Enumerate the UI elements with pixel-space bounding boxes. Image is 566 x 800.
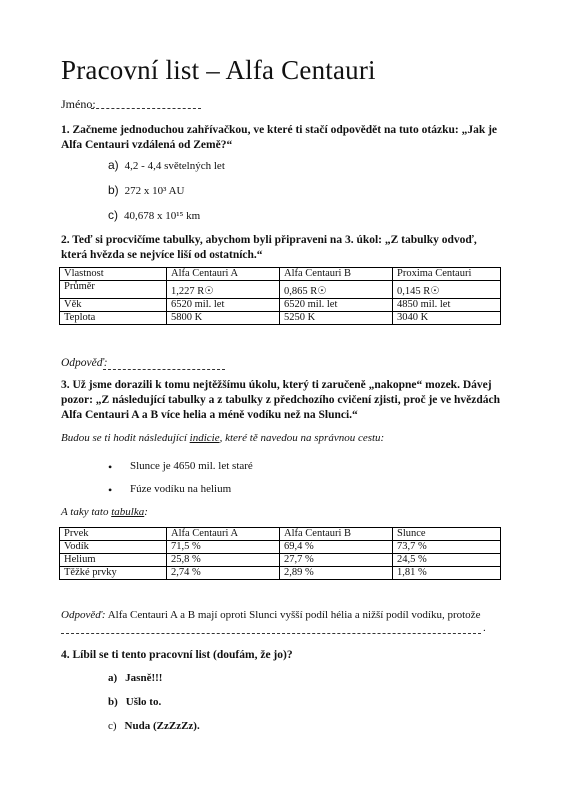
option-letter: c): [108, 208, 118, 222]
table-row: [60, 541, 501, 554]
table-header-cell: Alfa Centauri B: [280, 528, 393, 541]
table-cell: Vodík: [60, 541, 167, 554]
table-header-cell: Proxima Centauri: [393, 268, 501, 281]
table-cell: 1,227 R☉: [167, 281, 280, 299]
table-cell: 24,5 %: [393, 554, 501, 567]
table-cell: 1,81 %: [393, 567, 501, 580]
table-cell: 69,4 %: [280, 541, 393, 554]
table-row: [60, 281, 501, 299]
table-header-row: [60, 528, 501, 541]
option-text: 40,678 x 10¹⁵ km: [124, 210, 201, 222]
table-header-cell: Alfa Centauri B: [280, 268, 393, 281]
option-letter: b): [108, 183, 119, 197]
table-header-cell: Prvek: [60, 528, 167, 541]
option-text: 272 x 10³ AU: [124, 185, 185, 197]
table-cell: 5250 K: [280, 312, 393, 325]
stars-table: [59, 267, 501, 325]
q1-option-b: [108, 183, 185, 197]
hint-text: Budou se ti hodit následující: [61, 432, 190, 444]
table-row: [60, 312, 501, 325]
table-row: [60, 554, 501, 567]
q3-hint: [61, 432, 384, 444]
table-cell: 4850 mil. let: [393, 299, 501, 312]
table-cell: 3040 K: [393, 312, 501, 325]
q3-table-intro: [61, 506, 148, 518]
elements-table: [59, 527, 501, 580]
option-text: 4,2 - 4,4 světelných let: [124, 160, 225, 172]
option-text: Ušlo to.: [125, 696, 162, 708]
name-field[interactable]: [91, 108, 201, 109]
table-cell: 27,7 %: [280, 554, 393, 567]
table-header-row: [60, 268, 501, 281]
option-letter: a): [108, 672, 118, 684]
intro-link: tabulka: [111, 506, 145, 518]
table-cell: Teplota: [60, 312, 167, 325]
table-cell: 6520 mil. let: [280, 299, 393, 312]
option-letter: b): [108, 696, 118, 708]
name-label: Jméno:: [61, 97, 96, 111]
table-cell: 6520 mil. let: [167, 299, 280, 312]
table-cell: 0,865 R☉: [280, 281, 393, 299]
q4-option-c: [108, 720, 200, 732]
q3-answer-field[interactable]: [61, 633, 481, 634]
table-cell: 2,89 %: [280, 567, 393, 580]
table-cell: 71,5 %: [167, 541, 280, 554]
question-4: 4. Líbil se ti tento pracovní list (doufám, že jo)?: [61, 649, 293, 661]
q2-answer-field[interactable]: [103, 369, 225, 370]
hint-text: , které tě navedou na správnou cestu:: [219, 432, 385, 444]
table-cell: Průměr: [60, 281, 167, 299]
table-header-cell: Alfa Centauri A: [167, 268, 280, 281]
bullet-item: • Slunce je 4650 mil. let staré: [130, 460, 253, 472]
q3-answer-end: .: [483, 622, 486, 634]
q1-option-a: [108, 158, 225, 172]
table-header-cell: Alfa Centauri A: [167, 528, 280, 541]
option-text: Nuda (ZzZzZz).: [124, 720, 200, 732]
q3-answer: [61, 609, 480, 621]
hint-link: indicie: [189, 432, 220, 444]
table-cell: 2,74 %: [167, 567, 280, 580]
q4-option-a: [108, 672, 162, 684]
table-header-cell: Vlastnost: [60, 268, 167, 281]
table-cell: 73,7 %: [393, 541, 501, 554]
option-letter: c): [108, 720, 117, 732]
intro-text: :: [144, 506, 148, 518]
table-cell: 25,8 %: [167, 554, 280, 567]
bullet-item: • Fúze vodíku na helium: [130, 483, 231, 495]
table-cell: 5800 K: [167, 312, 280, 325]
question-1: 1. Začneme jednoduchou zahřívačkou, ve které ti stačí odpovědět na tuto otázku: „Jak je Alfa Centauri vzdálená od Země?“: [61, 124, 498, 151]
q4-option-b: [108, 696, 161, 708]
table-row: [60, 299, 501, 312]
option-letter: a): [108, 158, 119, 172]
q1-option-c: [108, 208, 200, 222]
table-header-cell: Slunce: [393, 528, 501, 541]
q2-answer-label: Odpověď:: [61, 357, 108, 369]
q3-answer-label: Odpověď:: [61, 609, 106, 621]
table-cell: Věk: [60, 299, 167, 312]
table-cell: 0,145 R☉: [393, 281, 501, 299]
table-cell: Helium: [60, 554, 167, 567]
question-3: 3. Už jsme dorazili k tomu nejtěžšímu úkolu, který ti zaručeně „nakopne“ mozek. Dávej pozor: „Z následující tabulky a z tabulky z předchozího cvičení zjisti, proč je ve hvězdách Alfa Centauri A a B více helia a méně vodíku než na Slunci.“: [61, 379, 501, 421]
page-title: Pracovní list – Alfa Centauri: [61, 55, 376, 85]
question-2: 2. Teď si procvičíme tabulky, abychom byli připraveni na 3. úkol: „Z tabulky odvoď, která hvězda se nejvíce liší od ostatních.“: [61, 234, 477, 261]
table-cell: Těžké prvky: [60, 567, 167, 580]
option-text: Jasně!!!: [125, 672, 163, 684]
intro-text: A taky tato: [61, 506, 112, 518]
q3-answer-text: Alfa Centauri A a B mají oproti Slunci vyšší podíl hélia a nižší podíl vodíku, protože: [105, 609, 481, 621]
table-row: [60, 567, 501, 580]
